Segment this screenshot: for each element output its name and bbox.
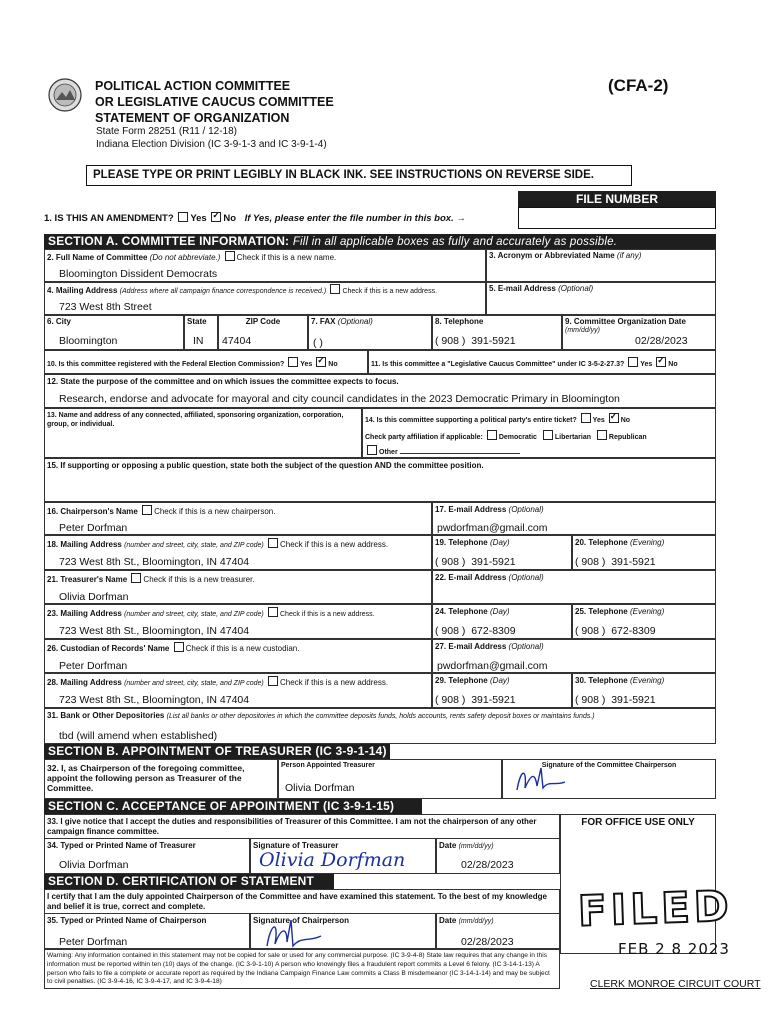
filed-stamp-text: FILED bbox=[577, 881, 734, 936]
new-treasurer-checkbox[interactable] bbox=[131, 573, 141, 583]
section-c-title: SECTION C. ACCEPTANCE OF APPOINTMENT (IC 3-9-1-15) bbox=[48, 799, 395, 813]
amendment-label: 1. IS THIS AN AMENDMENT? bbox=[44, 213, 174, 224]
chairperson-signature-field[interactable] bbox=[250, 913, 436, 949]
chairperson-name-value: Peter Dorfman bbox=[59, 522, 128, 534]
city-field[interactable] bbox=[44, 315, 184, 350]
affiliated-org-label: 13. Name and address of any connected, affiliated, sponsoring organization, corporation, group, or individual. bbox=[47, 412, 344, 428]
section-a-title: SECTION A. COMMITTEE INFORMATION: bbox=[48, 234, 290, 248]
form-title-line3: STATEMENT OF ORGANIZATION bbox=[95, 111, 290, 125]
form-code: (CFA-2) bbox=[608, 76, 669, 95]
zip-field[interactable] bbox=[218, 315, 308, 350]
custodian-phone-day-label: 29. Telephone bbox=[435, 676, 488, 685]
caucus-yes-label: Yes bbox=[640, 361, 653, 368]
republican-label: Republican bbox=[608, 434, 647, 441]
chairperson-phone-day-note: (Day) bbox=[490, 538, 510, 547]
warning-text: Warning: Any information contained in this statement may not be copied for sale or used for any commercial purpose. (IC 3-9-4-8) State law requires that any change in this information must be reported within ten (10) days of the change. (IC 3-9-1-10) A person who knowingly files a fraudulent report commits a Level 6 felony. (IC 3-14-1-13) A person who fails to file a complete or accurate report as required by the Indiana Campaign Finance Law commits a Class B misdemeanor (IC 3-14-1-14) and may be subject to civil penalties. (IC 3-9-4-16, IC 3-9-4-17, and IC 3-9-4-18) bbox=[47, 952, 550, 986]
republican-checkbox[interactable] bbox=[597, 430, 607, 440]
custodian-name-label: 26. Custodian of Records' Name bbox=[47, 644, 170, 653]
depositories-label: 31. Bank or Other Depositories bbox=[47, 711, 165, 720]
section-d-title: SECTION D. CERTIFICATION OF STATEMENT bbox=[48, 874, 315, 888]
treasurer-name-label: 21. Treasurer's Name bbox=[47, 575, 128, 584]
new-address-label: Check if this is a new address. bbox=[342, 288, 438, 295]
treasurer-phone-evening-label: 25. Telephone bbox=[575, 607, 628, 616]
chairperson-phone-day-area: 908 bbox=[441, 556, 459, 568]
treasurer-phone-day-area: 908 bbox=[441, 625, 459, 637]
chairperson-date-note: (mm/dd/yy) bbox=[458, 918, 494, 925]
fec-registered-field bbox=[44, 350, 368, 374]
appointment-statement-text: 32. I, as Chairperson of the foregoing committee, appoint the following person as Treasurer of the Committee. bbox=[47, 763, 245, 793]
office-use-label: FOR OFFICE USE ONLY bbox=[581, 817, 695, 828]
new-chairperson-checkbox[interactable] bbox=[142, 505, 152, 515]
filed-stamp bbox=[577, 881, 733, 935]
treasurer-phone-day-number: 672-8309 bbox=[471, 625, 516, 637]
form-title bbox=[95, 78, 334, 126]
city-value: Bloomington bbox=[59, 335, 118, 347]
chairperson-phone-evening-field[interactable]: 20. Telephone (Evening) ( 908 ) 391-5921 bbox=[572, 535, 716, 570]
chairperson-address-value: 723 West 8th St., Bloomington, IN 47404 bbox=[59, 556, 250, 568]
amendment-no-label: No bbox=[223, 213, 237, 224]
chairperson-new-address-checkbox[interactable] bbox=[268, 538, 278, 548]
state-form-number: State Form 28251 (R11 / 12-18) bbox=[96, 126, 237, 137]
party-ticket-field bbox=[362, 408, 716, 458]
custodian-new-address-label: Check if this is a new address. bbox=[280, 678, 389, 687]
treasurer-address-value: 723 West 8th St., Bloomington, IN 47404 bbox=[59, 625, 250, 637]
custodian-name-value: Peter Dorfman bbox=[59, 660, 128, 672]
amendment-no-checkbox[interactable] bbox=[211, 212, 221, 222]
custodian-name-field[interactable] bbox=[44, 639, 432, 673]
new-address-checkbox[interactable] bbox=[330, 284, 340, 294]
fec-yes-label: Yes bbox=[300, 361, 313, 368]
chairperson-date-value: 02/28/2023 bbox=[461, 936, 514, 948]
treasurer-phone-day-note: (Day) bbox=[490, 607, 510, 616]
instructions-text: PLEASE TYPE OR PRINT LEGIBLY IN BLACK INK. SEE INSTRUCTIONS ON REVERSE SIDE. bbox=[93, 169, 594, 181]
treasurer-address-note: (number and street, city, state, and ZIP code) bbox=[124, 611, 264, 618]
chairperson-date-label: Date bbox=[439, 916, 457, 925]
treasurer-phone-evening-field[interactable]: 25. Telephone (Evening) ( 908 ) 672-8309 bbox=[572, 604, 716, 639]
treasurer-phone-day-field[interactable]: 24. Telephone (Day) ( 908 ) 672-8309 bbox=[432, 604, 572, 639]
public-question-label: 15. If supporting or opposing a public question, state both the subject of the question AND the committee position. bbox=[47, 461, 484, 470]
party-affiliation-label: Check party affiliation if applicable: bbox=[365, 434, 483, 441]
caucus-no-label: No bbox=[668, 361, 678, 368]
telephone-number: 391-5921 bbox=[471, 335, 516, 347]
committee-name-field[interactable] bbox=[44, 249, 486, 282]
certification-statement-text: I certify that I am the duly appointed Chairperson of the Committee and have examined this statement. To the best of my knowledge and belief it is true, correct and complete. bbox=[47, 892, 547, 911]
fec-no-checkbox[interactable] bbox=[316, 357, 326, 367]
file-number-header bbox=[518, 191, 716, 207]
custodian-phone-evening-area: 908 bbox=[581, 694, 599, 706]
treasurer-phone-evening-area: 908 bbox=[581, 625, 599, 637]
fec-no-label: No bbox=[328, 361, 338, 368]
committee-name-label: 2. Full Name of Committee bbox=[47, 253, 148, 262]
custodian-phone-evening-label: 30. Telephone bbox=[575, 676, 628, 685]
libertarian-checkbox[interactable] bbox=[543, 430, 553, 440]
party-ticket-label: 14. Is this committee supporting a political party's entire ticket? bbox=[365, 417, 577, 424]
city-label: 6. City bbox=[47, 317, 72, 326]
chairperson-email-label: 17. E-mail Address bbox=[435, 505, 507, 514]
affiliated-org-field[interactable] bbox=[44, 408, 362, 458]
state-seal bbox=[48, 78, 82, 112]
custodian-email-field[interactable] bbox=[432, 639, 716, 673]
telephone-label: 8. Telephone bbox=[435, 317, 484, 326]
appointed-treasurer-label: Person Appointed Treasurer bbox=[281, 762, 375, 769]
chairperson-printed-name-field[interactable] bbox=[44, 913, 250, 949]
treasurer-signature-field[interactable] bbox=[250, 838, 436, 874]
organization-date-value: 02/28/2023 bbox=[635, 335, 688, 347]
telephone-field[interactable]: 8. Telephone ( 908 ) 391-5921 bbox=[432, 315, 562, 350]
democratic-checkbox[interactable] bbox=[487, 430, 497, 440]
fax-note: (Optional) bbox=[337, 317, 373, 326]
treasurer-printed-name-value: Olivia Dorfman bbox=[59, 859, 129, 871]
section-b-header bbox=[44, 744, 390, 759]
treasurer-date-note: (mm/dd/yy) bbox=[458, 843, 494, 850]
chairperson-signature-label: Signature of Chairperson bbox=[253, 916, 350, 925]
form-title-line1: POLITICAL ACTION COMMITTEE bbox=[95, 79, 291, 93]
public-question-field[interactable] bbox=[44, 458, 716, 502]
appointment-statement bbox=[44, 759, 278, 799]
file-number-box[interactable] bbox=[518, 207, 716, 229]
section-d-header bbox=[44, 874, 334, 889]
acronym-label: 3. Acronym or Abbreviated Name bbox=[489, 251, 615, 260]
party-ticket-yes-label: Yes bbox=[592, 417, 605, 424]
purpose-value: Research, endorse and advocate for mayoral and city council candidates in the 2023 Democratic Primary in Bloomington bbox=[59, 393, 620, 405]
new-custodian-label: Check if this is a new custodian. bbox=[185, 644, 300, 653]
email-label: 5. E-mail Address bbox=[489, 284, 556, 293]
zip-value: 47404 bbox=[222, 335, 252, 347]
mailing-address-field[interactable] bbox=[44, 282, 486, 315]
custodian-email-note: (Optional) bbox=[508, 642, 544, 651]
acceptance-statement bbox=[44, 814, 560, 838]
committee-name-note: (Do not abbreviate.) bbox=[149, 253, 221, 262]
treasurer-date-field[interactable] bbox=[436, 838, 560, 874]
treasurer-new-address-label: Check if this is a new address. bbox=[280, 611, 375, 618]
custodian-phone-day-number: 391-5921 bbox=[471, 694, 516, 706]
custodian-phone-evening-note: (Evening) bbox=[630, 676, 665, 685]
mailing-address-value: 723 West 8th Street bbox=[59, 301, 152, 313]
treasurer-printed-name-label: 34. Typed or Printed Name of Treasurer bbox=[47, 841, 196, 850]
treasurer-name-field[interactable] bbox=[44, 570, 432, 604]
democratic-label: Democratic bbox=[498, 434, 537, 441]
purpose-label: 12. State the purpose of the committee and on which issues the committee expects to focus. bbox=[47, 377, 399, 386]
treasurer-email-label: 22. E-mail Address bbox=[435, 573, 507, 582]
treasurer-email-note: (Optional) bbox=[508, 573, 544, 582]
other-party-label: Other bbox=[379, 449, 398, 456]
chairperson-address-note: (number and street, city, state, and ZIP code) bbox=[124, 542, 264, 549]
fax-field[interactable] bbox=[308, 315, 432, 350]
chairperson-signature-b-label: Signature of the Committee Chairperson bbox=[541, 762, 677, 769]
custodian-phone-evening-number: 391-5921 bbox=[611, 694, 656, 706]
email-note: (Optional) bbox=[558, 284, 594, 293]
party-ticket-no-checkbox[interactable] bbox=[609, 413, 619, 423]
custodian-phone-day-field[interactable]: 29. Telephone (Day) ( 908 ) 391-5921 bbox=[432, 673, 572, 708]
instructions-banner bbox=[86, 165, 632, 186]
chairperson-phone-evening-area: 908 bbox=[581, 556, 599, 568]
section-b-title: SECTION B. APPOINTMENT OF TREASURER (IC 3-9-1-14) bbox=[48, 744, 387, 758]
state-value: IN bbox=[193, 335, 204, 347]
treasurer-address-field[interactable] bbox=[44, 604, 432, 639]
chairperson-address-field[interactable] bbox=[44, 535, 432, 570]
election-division: Indiana Election Division (IC 3-9-1-3 and IC 3-9-1-4) bbox=[96, 139, 327, 150]
chairperson-phone-day-label: 19. Telephone bbox=[435, 538, 488, 547]
chairperson-name-label: 16. Chairperson's Name bbox=[47, 507, 138, 516]
new-name-checkbox[interactable] bbox=[225, 251, 235, 261]
appointed-treasurer-value: Olivia Dorfman bbox=[285, 782, 355, 794]
telephone-area: 908 bbox=[441, 335, 459, 347]
state-label: State bbox=[187, 317, 207, 326]
fax-label: 7. FAX bbox=[311, 317, 336, 326]
chairperson-printed-name-value: Peter Dorfman bbox=[59, 936, 128, 948]
chairperson-signature-b-drawing bbox=[511, 764, 571, 794]
chairperson-address-label: 18. Mailing Address bbox=[47, 540, 122, 549]
fec-registered-label: 10. Is this committee registered with the Federal Election Commission? bbox=[47, 361, 285, 368]
custodian-address-field[interactable] bbox=[44, 673, 432, 708]
custodian-address-note: (number and street, city, state, and ZIP code) bbox=[124, 680, 264, 687]
treasurer-phone-evening-number: 672-8309 bbox=[611, 625, 656, 637]
party-ticket-yes-checkbox[interactable] bbox=[581, 413, 591, 423]
chairperson-signature-drawing bbox=[257, 916, 327, 949]
warning-box bbox=[44, 949, 560, 989]
section-a-subtitle: Fill in all applicable boxes as fully and accurately as possible. bbox=[292, 236, 618, 248]
treasurer-printed-name-field[interactable] bbox=[44, 838, 250, 874]
organization-date-label: 9. Committee Organization Date bbox=[565, 317, 686, 326]
treasurer-date-value: 02/28/2023 bbox=[461, 859, 514, 871]
fec-yes-checkbox[interactable] bbox=[288, 357, 298, 367]
amendment-yes-label: Yes bbox=[190, 213, 207, 224]
treasurer-date-label: Date bbox=[439, 841, 457, 850]
chairperson-new-address-label: Check if this is a new address. bbox=[280, 540, 389, 549]
chairperson-date-field[interactable] bbox=[436, 913, 560, 949]
certification-statement bbox=[44, 889, 560, 913]
chairperson-printed-name-label: 35. Typed or Printed Name of Chairperson bbox=[47, 916, 207, 925]
committee-name-value: Bloomington Dissident Democrats bbox=[59, 268, 218, 280]
treasurer-signature-label: Signature of Treasurer bbox=[253, 841, 339, 850]
form-title-line2: OR LEGISLATIVE CAUCUS COMMITTEE bbox=[95, 95, 334, 109]
chairperson-name-field[interactable] bbox=[44, 502, 432, 535]
chairperson-phone-evening-number: 391-5921 bbox=[611, 556, 656, 568]
caucus-yes-checkbox[interactable] bbox=[628, 357, 638, 367]
organization-date-field[interactable] bbox=[562, 315, 716, 350]
caucus-no-checkbox[interactable] bbox=[656, 357, 666, 367]
section-a-header bbox=[44, 234, 716, 249]
other-party-checkbox[interactable] bbox=[367, 445, 377, 455]
clerk-court: CLERK MONROE CIRCUIT COURT bbox=[590, 978, 761, 990]
chairperson-phone-evening-note: (Evening) bbox=[630, 538, 665, 547]
zip-label: ZIP Code bbox=[245, 317, 281, 326]
chairperson-email-note: (Optional) bbox=[508, 505, 544, 514]
chairperson-email-value: pwdorfman@gmail.com bbox=[437, 522, 548, 534]
treasurer-signature: Olivia Dorfman bbox=[259, 849, 406, 871]
purpose-field[interactable] bbox=[44, 374, 716, 408]
custodian-email-value: pwdorfman@gmail.com bbox=[437, 660, 548, 672]
new-treasurer-label: Check if this is a new treasurer. bbox=[143, 575, 255, 584]
filed-date: FEB 2 8 2023 bbox=[618, 940, 730, 958]
caucus-committee-field bbox=[368, 350, 716, 374]
depositories-value: tbd (will amend when established) bbox=[59, 730, 218, 742]
amendment-yes-checkbox[interactable] bbox=[178, 212, 188, 222]
organization-date-note: (mm/dd/yy) bbox=[565, 327, 600, 334]
custodian-phone-evening-field[interactable]: 30. Telephone (Evening) ( 908 ) 391-5921 bbox=[572, 673, 716, 708]
state-field[interactable] bbox=[184, 315, 218, 350]
new-custodian-checkbox[interactable] bbox=[174, 642, 184, 652]
acronym-note: (if any) bbox=[616, 251, 642, 260]
treasurer-address-label: 23. Mailing Address bbox=[47, 609, 122, 618]
treasurer-name-value: Olivia Dorfman bbox=[59, 591, 129, 603]
email-field[interactable] bbox=[486, 282, 716, 315]
fax-value: ( ) bbox=[313, 337, 323, 349]
treasurer-phone-day-label: 24. Telephone bbox=[435, 607, 488, 616]
custodian-new-address-checkbox[interactable] bbox=[268, 676, 278, 686]
custodian-phone-day-area: 908 bbox=[441, 694, 459, 706]
treasurer-email-field[interactable] bbox=[432, 570, 716, 604]
new-name-label: Check if this is a new name. bbox=[236, 253, 337, 262]
section-c-header bbox=[44, 799, 422, 814]
acronym-field[interactable] bbox=[486, 249, 716, 282]
custodian-phone-day-note: (Day) bbox=[490, 676, 510, 685]
acceptance-statement-text: 33. I give notice that I accept the duties and responsibilities of Treasurer of this Committee. I am not the chairperson of any other campaign finance committee. bbox=[47, 817, 537, 836]
file-number-label: FILE NUMBER bbox=[576, 192, 658, 206]
amendment-row bbox=[44, 212, 466, 224]
mailing-address-label: 4. Mailing Address bbox=[47, 286, 118, 295]
custodian-address-value: 723 West 8th St., Bloomington, IN 47404 bbox=[59, 694, 250, 706]
party-ticket-no-label: No bbox=[620, 417, 631, 424]
appointed-treasurer-field[interactable] bbox=[278, 759, 502, 799]
chairperson-phone-day-field[interactable]: 19. Telephone (Day) ( 908 ) 391-5921 bbox=[432, 535, 572, 570]
chairperson-phone-evening-label: 20. Telephone bbox=[575, 538, 628, 547]
new-chairperson-label: Check if this is a new chairperson. bbox=[154, 507, 276, 516]
custodian-address-label: 28. Mailing Address bbox=[47, 678, 122, 687]
amendment-note: If Yes, please enter the file number in this box. → bbox=[244, 213, 466, 224]
treasurer-phone-evening-note: (Evening) bbox=[630, 607, 665, 616]
libertarian-label: Libertarian bbox=[554, 434, 592, 441]
chairperson-email-field[interactable] bbox=[432, 502, 716, 535]
depositories-field[interactable] bbox=[44, 708, 716, 744]
chairperson-phone-day-number: 391-5921 bbox=[471, 556, 516, 568]
mailing-address-note: (Address where all campaign finance correspondence is received.) bbox=[119, 288, 327, 295]
custodian-email-label: 27. E-mail Address bbox=[435, 642, 507, 651]
treasurer-new-address-checkbox[interactable] bbox=[268, 607, 278, 617]
chairperson-signature-b-field[interactable] bbox=[502, 759, 716, 799]
depositories-note: (List all banks or other depositories in which the committee deposits funds, holds accounts, rents safety deposit boxes or maintains funds.) bbox=[166, 713, 595, 720]
caucus-committee-label: 11. Is this committee a "Legislative Caucus Committee" under IC 3-5-2-27.3? bbox=[371, 361, 625, 368]
